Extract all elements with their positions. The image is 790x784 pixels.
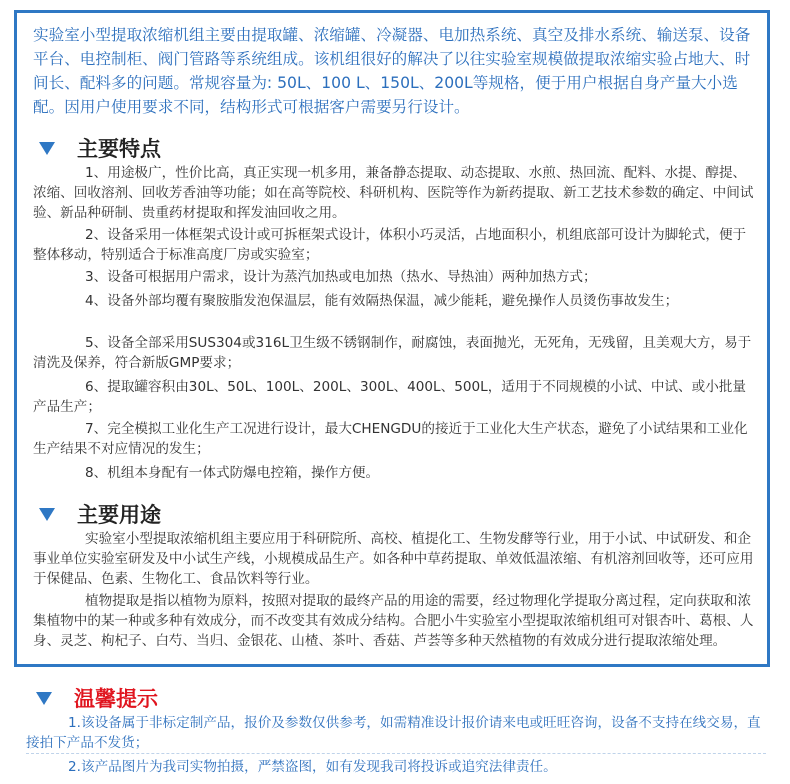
feature-item-4: 4、设备外部均覆有聚胺脂发泡保温层，能有效隔热保温，减少能耗，避免操作人员烫伤事故发生； xyxy=(85,293,679,309)
feature-item-5: 5、设备全部采用SUS304或316L卫生级不锈钢制作，耐腐蚀，表面抛光，无死角，无残留，且美观大方，易于清洗及保养，符合新版GMP要求； xyxy=(33,335,752,371)
triangle-down-icon xyxy=(39,508,55,521)
notice-divider xyxy=(26,753,766,754)
feature-item-2: 2、设备采用一体框架式设计或可拆框架式设计，体积小巧灵活，占地面积小，机组底部可设计为脚轮式，便于整体移动，特别适合于标准高度厂房或实验室； xyxy=(33,227,747,263)
feature-item-7: 7、完全模拟工业化生产工况进行设计，最大CHENGDU的接近于工业化大生产状态，避免了小试结果和工业化生产结果不对应情况的发生； xyxy=(33,421,748,457)
uses-paragraph-2: 植物提取是指以植物为原料，按照对提取的最终产品的用途的需要，经过物理化学提取分离过程，定向获取和浓集植物中的某一种或多种有效成分，而不改变其有效成分结构。合肥小牛实验室小型提取浓缩机组可对银杏叶、葛根、人身、灵芝、枸杞子、白芍、当归、金银花、山楂、茶叶、香菇、芦荟等多种天然植物的有效成分进行提取浓缩处理。 xyxy=(33,593,754,649)
features-title: 主要特点 xyxy=(77,137,161,161)
notice-item-2: 2.该产品图片为我司实物拍摄，严禁盗图，如有发现我司将投诉或追究法律责任。 xyxy=(68,759,557,775)
feature-item-8: 8、机组本身配有一体式防爆电控箱，操作方便。 xyxy=(85,465,380,481)
notice-title: 温馨提示 xyxy=(74,687,158,711)
triangle-down-icon xyxy=(36,692,52,705)
notice-heading xyxy=(36,683,158,713)
uses-title: 主要用途 xyxy=(77,503,161,527)
feature-item-1: 1、用途极广，性价比高，真正实现一机多用，兼备静态提取、动态提取、水煎、热回流、配料、水提、醇提、浓缩、回收溶剂、回收芳香油等功能；如在高等院校、科研机构、医院等作为新药提取、新工艺技术参数的确定、中间试验、新品种研制、贵重药材提取和挥发油回收之用。 xyxy=(33,165,754,221)
uses-paragraph-1: 实验室小型提取浓缩机组主要应用于科研院所、高校、植提化工、生物发酵等行业，用于小试、中试研发、和企事业单位实验室研发及中小试生产线，小规模成品生产。如各种中草药提取、单效低温浓缩、有机溶剂回收等，还可应用于保健品、色素、生物化工、食品饮料等行业。 xyxy=(33,531,754,587)
feature-item-6: 6、提取罐容积由30L、50L、100L、200L、300L、400L、500L，适用于不同规模的小试、中试、或小批量产品生产； xyxy=(33,379,746,415)
triangle-down-icon xyxy=(39,142,55,155)
uses-heading xyxy=(39,499,161,529)
product-info-panel xyxy=(14,10,770,667)
notice-item-1: 1.该设备属于非标定制产品，报价及参数仅供参考，如需精准设计报价请来电或旺旺咨询，设备不支持在线交易，直接拍下产品不发货； xyxy=(26,715,761,751)
features-heading xyxy=(39,133,161,163)
feature-item-3: 3、设备可根据用户需求，设计为蒸汽加热或电加热（热水、导热油）两种加热方式； xyxy=(85,269,597,285)
intro-text: 实验室小型提取浓缩机组主要由提取罐、浓缩罐、冷凝器、电加热系统、真空及排水系统、输送泵、设备平台、电控制柜、阀门管路等系统组成。该机组很好的解决了以往实验室规模做提取浓缩实验占地大、时间长、配料多的问题。常规容量为: 50L、100 L、150L、200L等规格，便于用户根据自身产量大小选配。因用户使用要求不同，结构形式可根据客户需要另行设计。 xyxy=(33,26,751,116)
